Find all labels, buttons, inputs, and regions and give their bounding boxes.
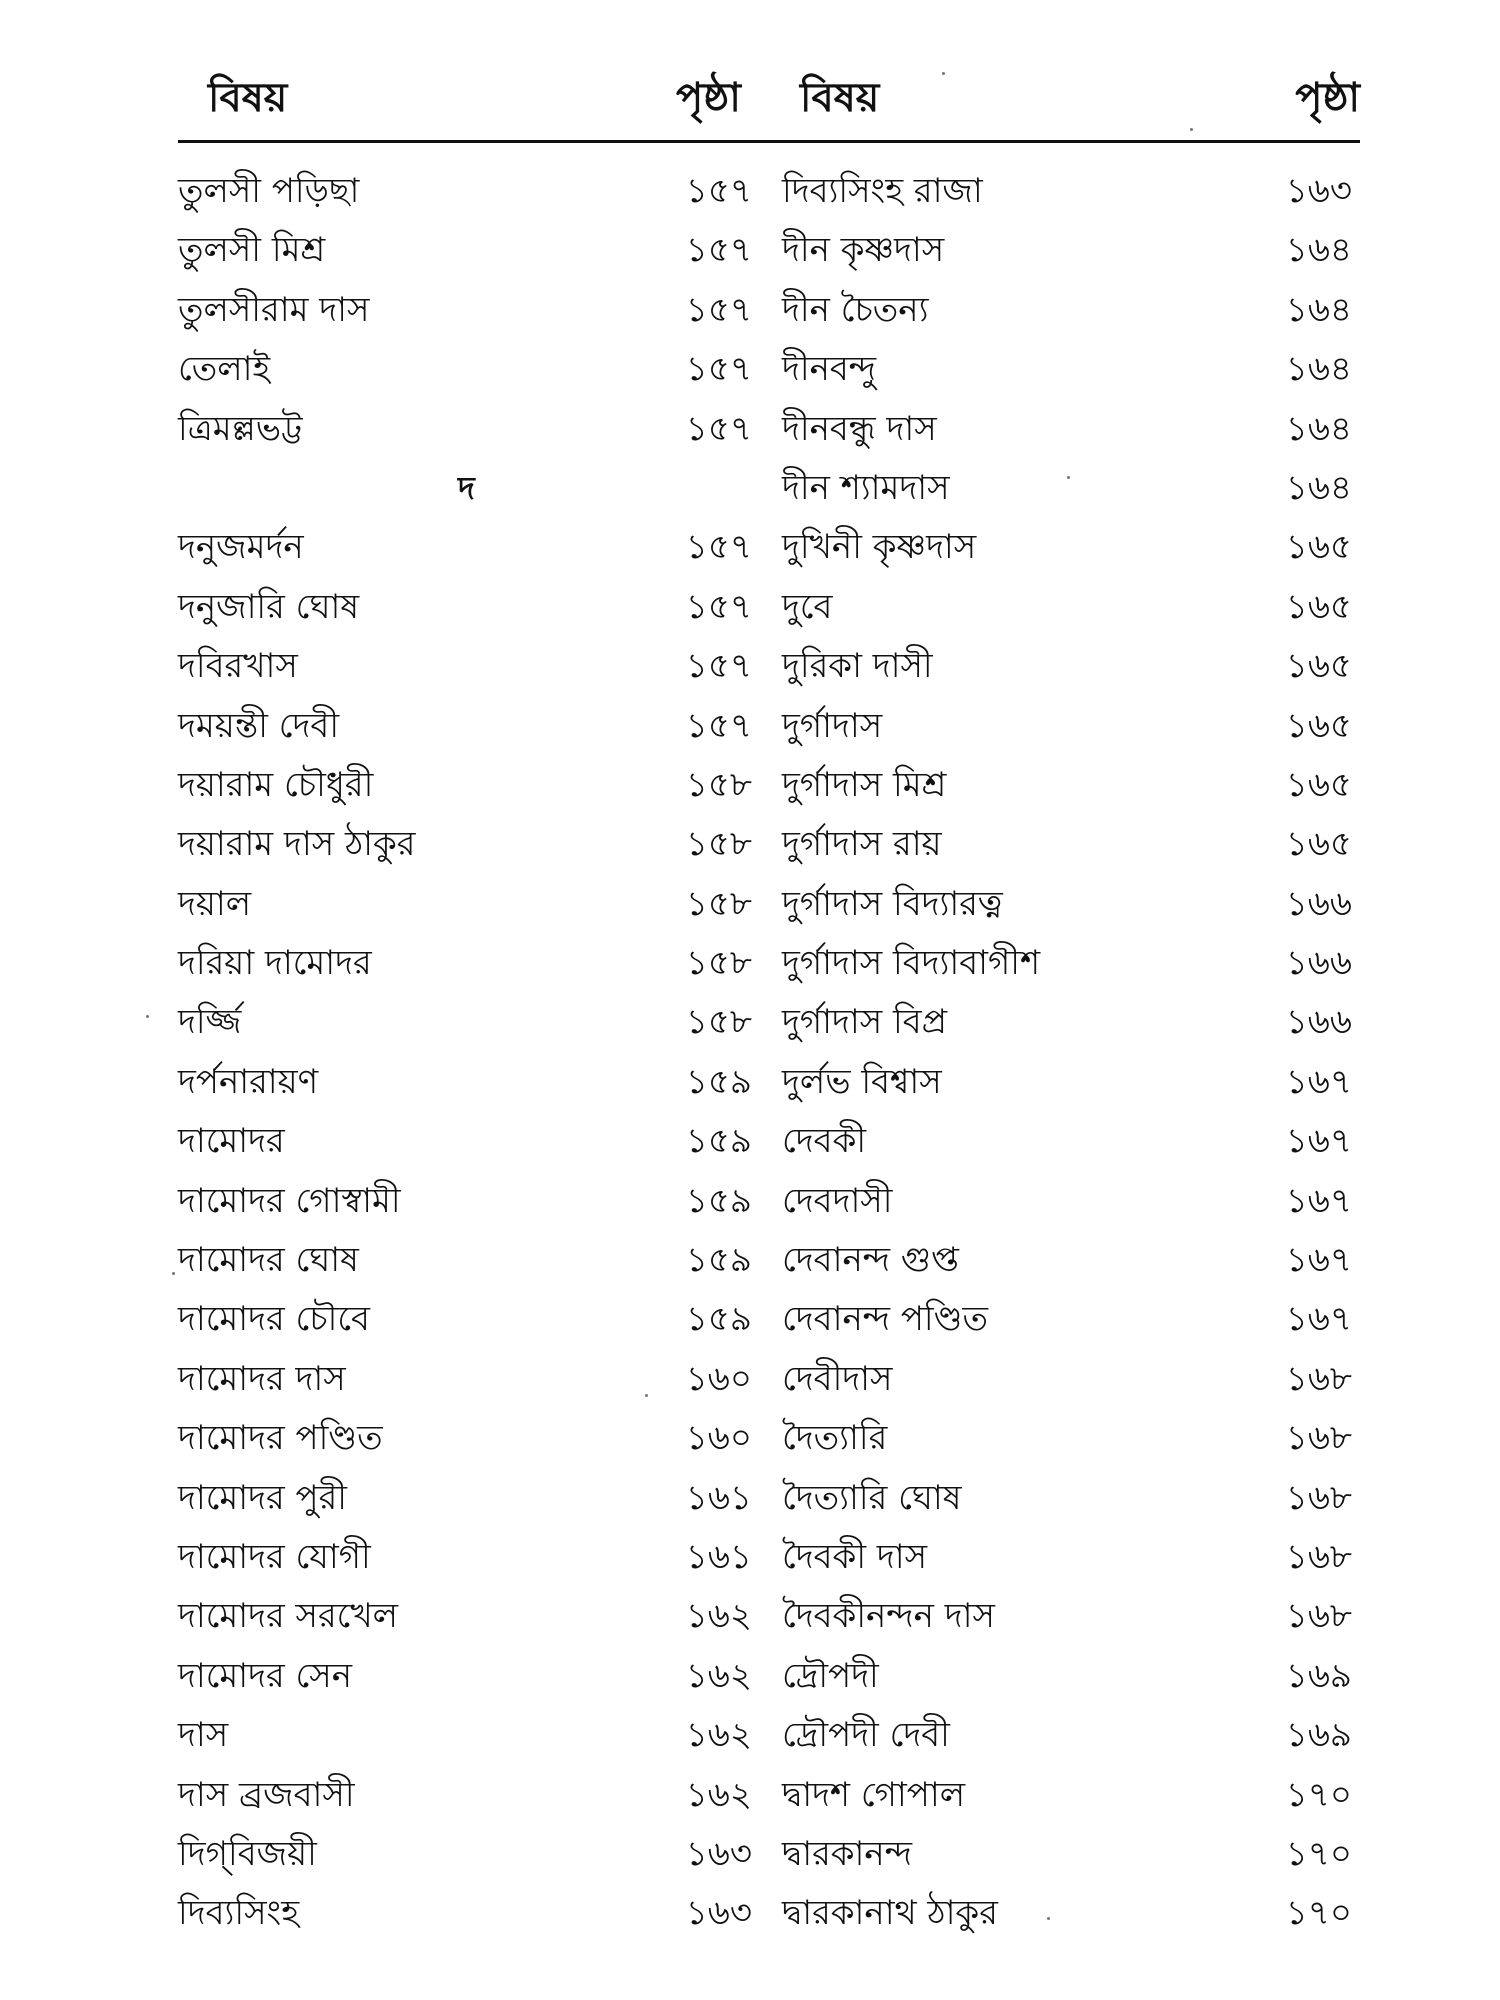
scan-speck	[1067, 476, 1070, 479]
entry-subject: দৈত্যারি	[782, 1418, 888, 1459]
entry-subject: দামোদর গোস্বামী	[178, 1180, 401, 1221]
entry-page-number: ১৬১	[685, 1477, 752, 1518]
entry-subject: দৈত্যারি ঘোষ	[782, 1477, 962, 1518]
scan-speck	[645, 1394, 648, 1397]
index-entry-row	[782, 1290, 1360, 1349]
entry-subject: দুর্গাদাস বিপ্র	[782, 1002, 948, 1043]
index-entry-row	[178, 1884, 760, 1943]
entry-subject: দরিয়া দামোদর	[178, 943, 372, 984]
entry-page-number: ১৬১	[685, 1536, 752, 1577]
index-entry-row	[178, 875, 760, 934]
index-entry-row	[178, 1766, 760, 1825]
index-entry-row	[178, 756, 760, 815]
header-subject-left: বিষয়	[208, 75, 288, 121]
index-entry-row	[178, 1647, 760, 1706]
entry-page-number: ১৬৪	[1285, 467, 1352, 508]
index-entry-row	[782, 1825, 1360, 1884]
entry-subject: দ্বাদশ গোপাল	[782, 1774, 966, 1815]
index-entry-row	[782, 934, 1360, 993]
index-entry-row	[178, 518, 760, 577]
index-entry-row	[178, 1112, 760, 1171]
entry-page-number: ১৬৫	[1285, 764, 1352, 805]
header-page-right: পৃষ্ঠা	[1295, 75, 1360, 121]
section-letter: দ	[458, 468, 475, 507]
index-entry-row	[782, 281, 1360, 340]
index-entry-row	[782, 1587, 1360, 1646]
entry-subject: দুরিকা দাসী	[782, 646, 933, 687]
entry-subject: দুর্গাদাস বিদ্যারত্ন	[782, 883, 1003, 924]
section-letter-row	[178, 459, 760, 518]
entry-page-number: ১৫৮	[685, 764, 752, 805]
entry-subject: দয়াল	[178, 883, 252, 924]
entry-page-number: ১৬৩	[685, 1833, 752, 1874]
index-entry-row	[782, 1112, 1360, 1171]
entry-subject: দনুজারি ঘোষ	[178, 586, 360, 627]
entry-subject: দয়ারাম দাস ঠাকুর	[178, 824, 416, 865]
entry-subject: দেবানন্দ পণ্ডিত	[782, 1299, 988, 1340]
entry-page-number: ১৬২	[685, 1655, 752, 1696]
entry-subject: দুর্গাদাস মিশ্র	[782, 764, 947, 805]
index-entry-row	[782, 993, 1360, 1052]
entry-page-number: ১৬২	[685, 1596, 752, 1637]
index-entry-row	[782, 1766, 1360, 1825]
entry-page-number: ১৬৫	[1285, 705, 1352, 746]
entry-subject: দুর্গাদাস	[782, 705, 883, 746]
entry-page-number: ১৬৪	[1285, 289, 1352, 330]
index-entry-row	[178, 815, 760, 874]
entry-page-number: ১৫৭	[685, 171, 752, 211]
index-entry-row	[782, 756, 1360, 815]
entry-page-number: ১৫৯	[685, 1061, 752, 1102]
entry-page-number: ১৫৯	[685, 1299, 752, 1340]
entry-subject: দামোদর ঘোষ	[178, 1240, 359, 1281]
entry-page-number: ১৭০	[1285, 1893, 1352, 1934]
entry-subject: দুর্লভ বিশ্বাস	[782, 1061, 942, 1102]
entry-page-number: ১৫৮	[685, 824, 752, 865]
index-entry-row	[782, 221, 1360, 280]
entry-page-number: ১৫৭	[685, 646, 752, 687]
entry-page-number: ১৬৭	[1285, 1299, 1352, 1340]
index-entry-row	[782, 1172, 1360, 1231]
index-entry-row	[178, 1528, 760, 1587]
index-entry-row	[178, 1409, 760, 1468]
entry-page-number: ১৬৭	[1285, 1180, 1352, 1221]
entry-page-number: ১৬৩	[1285, 171, 1352, 211]
entry-subject: দ্রৌপদী দেবী	[782, 1715, 950, 1756]
index-entry-row	[782, 1647, 1360, 1706]
entry-page-number: ১৬৭	[1285, 1240, 1352, 1281]
entry-page-number: ১৭০	[1285, 1774, 1352, 1815]
index-entry-row	[782, 697, 1360, 756]
entry-page-number: ১৬৪	[1285, 230, 1352, 271]
index-entry-row	[782, 1350, 1360, 1409]
entry-subject: দাস ব্রজবাসী	[178, 1774, 355, 1815]
index-entry-row	[178, 697, 760, 756]
entry-subject: দাস	[178, 1715, 229, 1756]
entry-subject: দামোদর দাস	[178, 1358, 346, 1399]
entry-page-number: ১৫৭	[685, 349, 752, 390]
index-entry-row	[178, 400, 760, 459]
entry-subject: দুর্গাদাস বিদ্যাবাগীশ	[782, 943, 1041, 984]
entry-subject: দুর্গাদাস রায়	[782, 824, 942, 865]
right-index-column	[782, 162, 1360, 1942]
entry-subject: তুলসী পড়িছা	[178, 171, 360, 211]
entry-subject: দীন কৃষ্ণদাস	[782, 230, 945, 271]
entry-page-number: ১৫৯	[685, 1180, 752, 1221]
entry-subject: দুখিনী কৃষ্ণদাস	[782, 527, 977, 568]
index-entry-row	[178, 934, 760, 993]
index-entry-row	[178, 1469, 760, 1528]
header-rule	[178, 140, 1360, 143]
index-entry-row	[782, 637, 1360, 696]
index-entry-row	[782, 1706, 1360, 1765]
entry-page-number: ১৬৫	[1285, 824, 1352, 865]
index-entry-row	[178, 1350, 760, 1409]
index-entry-row	[178, 340, 760, 399]
header-subject-right: বিষয়	[800, 75, 880, 121]
entry-page-number: ১৬৭	[1285, 1121, 1352, 1162]
entry-subject: তুলসী মিশ্র	[178, 230, 326, 271]
index-entry-row	[782, 1409, 1360, 1468]
index-entry-row	[782, 815, 1360, 874]
index-entry-row	[782, 1469, 1360, 1528]
index-entry-row	[178, 1825, 760, 1884]
entry-page-number: ১৬৫	[1285, 586, 1352, 627]
entry-subject: দর্জ্জি	[178, 1002, 242, 1043]
entry-page-number: ১৭০	[1285, 1833, 1352, 1874]
entry-page-number: ১৬৮	[1285, 1596, 1352, 1637]
entry-page-number: ১৫৭	[685, 527, 752, 568]
entry-page-number: ১৫৯	[685, 1240, 752, 1281]
header-page-left: পৃষ্ঠা	[676, 75, 741, 121]
index-entry-row	[782, 875, 1360, 934]
entry-page-number: ১৬৫	[1285, 527, 1352, 568]
entry-subject: দামোদর	[178, 1121, 285, 1162]
entry-subject: দ্রৌপদী	[782, 1655, 879, 1696]
index-entry-row	[782, 340, 1360, 399]
index-entry-row	[782, 162, 1360, 221]
index-entry-row	[782, 518, 1360, 577]
entry-page-number: ১৬৬	[1285, 943, 1352, 984]
entry-page-number: ১৫৭	[685, 230, 752, 271]
entry-subject: দময়ন্তী দেবী	[178, 705, 340, 746]
index-entry-row	[178, 637, 760, 696]
entry-subject: দবিরখাস	[178, 646, 298, 687]
entry-subject: তুলসীরাম দাস	[178, 289, 370, 330]
entry-subject: দামোদর সেন	[178, 1655, 353, 1696]
scan-speck	[146, 1015, 149, 1018]
entry-subject: দ্বারকানন্দ	[782, 1833, 912, 1874]
entry-subject: দ্বারকানাথ ঠাকুর	[782, 1893, 998, 1934]
entry-page-number: ১৫৮	[685, 883, 752, 924]
entry-subject: দেবদাসী	[782, 1180, 893, 1221]
scan-speck	[172, 1272, 175, 1275]
entry-subject: দেবীদাস	[782, 1358, 893, 1399]
entry-subject: দুবে	[782, 586, 833, 627]
entry-page-number: ১৬৪	[1285, 349, 1352, 390]
scan-speck	[942, 72, 945, 75]
scan-speck	[1047, 1917, 1050, 1920]
entry-page-number: ১৬০	[685, 1418, 752, 1459]
index-entry-row	[178, 162, 760, 221]
entry-page-number: ১৬৫	[1285, 646, 1352, 687]
entry-subject: দেবকী	[782, 1121, 867, 1162]
entry-page-number: ১৫৯	[685, 1121, 752, 1162]
index-entry-row	[178, 1053, 760, 1112]
index-entry-row	[178, 1172, 760, 1231]
index-entry-row	[178, 1587, 760, 1646]
entry-subject: দিব্যসিংহ	[178, 1893, 300, 1934]
entry-subject: তেলাই	[178, 349, 271, 390]
entry-subject: দিগ্‌বিজয়ী	[178, 1833, 317, 1874]
entry-subject: দৈবকীনন্দন দাস	[782, 1596, 995, 1637]
entry-page-number: ১৬৮	[1285, 1358, 1352, 1399]
entry-subject: দেবানন্দ গুপ্ত	[782, 1240, 959, 1281]
entry-page-number: ১৫৭	[685, 289, 752, 330]
entry-page-number: ১৬৮	[1285, 1477, 1352, 1518]
entry-subject: দামোদর যোগী	[178, 1536, 371, 1577]
index-entry-row	[782, 1528, 1360, 1587]
index-entry-row	[782, 578, 1360, 637]
index-entry-row	[782, 400, 1360, 459]
entry-page-number: ১৬৬	[1285, 1002, 1352, 1043]
index-entry-row	[782, 1884, 1360, 1943]
entry-subject: দনুজমর্দন	[178, 527, 304, 568]
entry-subject: দর্পনারায়ণ	[178, 1061, 319, 1102]
entry-page-number: ১৬৭	[1285, 1061, 1352, 1102]
index-entry-row	[178, 578, 760, 637]
entry-page-number: ১৬৮	[1285, 1536, 1352, 1577]
index-entry-row	[782, 1231, 1360, 1290]
entry-page-number: ১৫৭	[685, 408, 752, 449]
entry-page-number: ১৬২	[685, 1774, 752, 1815]
entry-page-number: ১৬৩	[685, 1893, 752, 1934]
entry-subject: দয়ারাম চৌধুরী	[178, 764, 374, 805]
index-entry-row	[782, 1053, 1360, 1112]
entry-subject: দৈবকী দাস	[782, 1536, 928, 1577]
left-index-column	[178, 162, 760, 1942]
index-entry-row	[178, 1706, 760, 1765]
entry-subject: দীন চৈতন্য	[782, 289, 929, 330]
entry-page-number: ১৬৪	[1285, 408, 1352, 449]
index-entry-row	[178, 993, 760, 1052]
index-entry-row	[178, 1231, 760, 1290]
entry-page-number: ১৬৬	[1285, 883, 1352, 924]
entry-page-number: ১৫৮	[685, 943, 752, 984]
entry-page-number: ১৬২	[685, 1715, 752, 1756]
entry-subject: দীনবন্দু	[782, 349, 877, 390]
index-entry-row	[178, 221, 760, 280]
entry-subject: দামোদর চৌবে	[178, 1299, 370, 1340]
entry-subject: দামোদর পুরী	[178, 1477, 348, 1518]
entry-subject: দীন শ্যামদাস	[782, 467, 950, 508]
index-entry-row	[178, 1290, 760, 1349]
index-entry-row	[178, 281, 760, 340]
entry-subject: দামোদর সরখেল	[178, 1596, 398, 1637]
entry-page-number: ১৫৭	[685, 586, 752, 627]
entry-page-number: ১৫৭	[685, 705, 752, 746]
entry-subject: দিব্যসিংহ রাজা	[782, 171, 983, 211]
index-entry-row	[782, 459, 1360, 518]
scan-speck	[1190, 128, 1193, 131]
entry-subject: ত্রিমল্লভট্ট	[178, 408, 303, 449]
entry-page-number: ১৬৮	[1285, 1418, 1352, 1459]
entry-page-number: ১৬৯	[1285, 1715, 1352, 1756]
entry-page-number: ১৫৮	[685, 1002, 752, 1043]
entry-page-number: ১৬০	[685, 1358, 752, 1399]
entry-page-number: ১৬৯	[1285, 1655, 1352, 1696]
entry-subject: দীনবন্ধু দাস	[782, 408, 937, 449]
entry-subject: দামোদর পণ্ডিত	[178, 1418, 383, 1459]
